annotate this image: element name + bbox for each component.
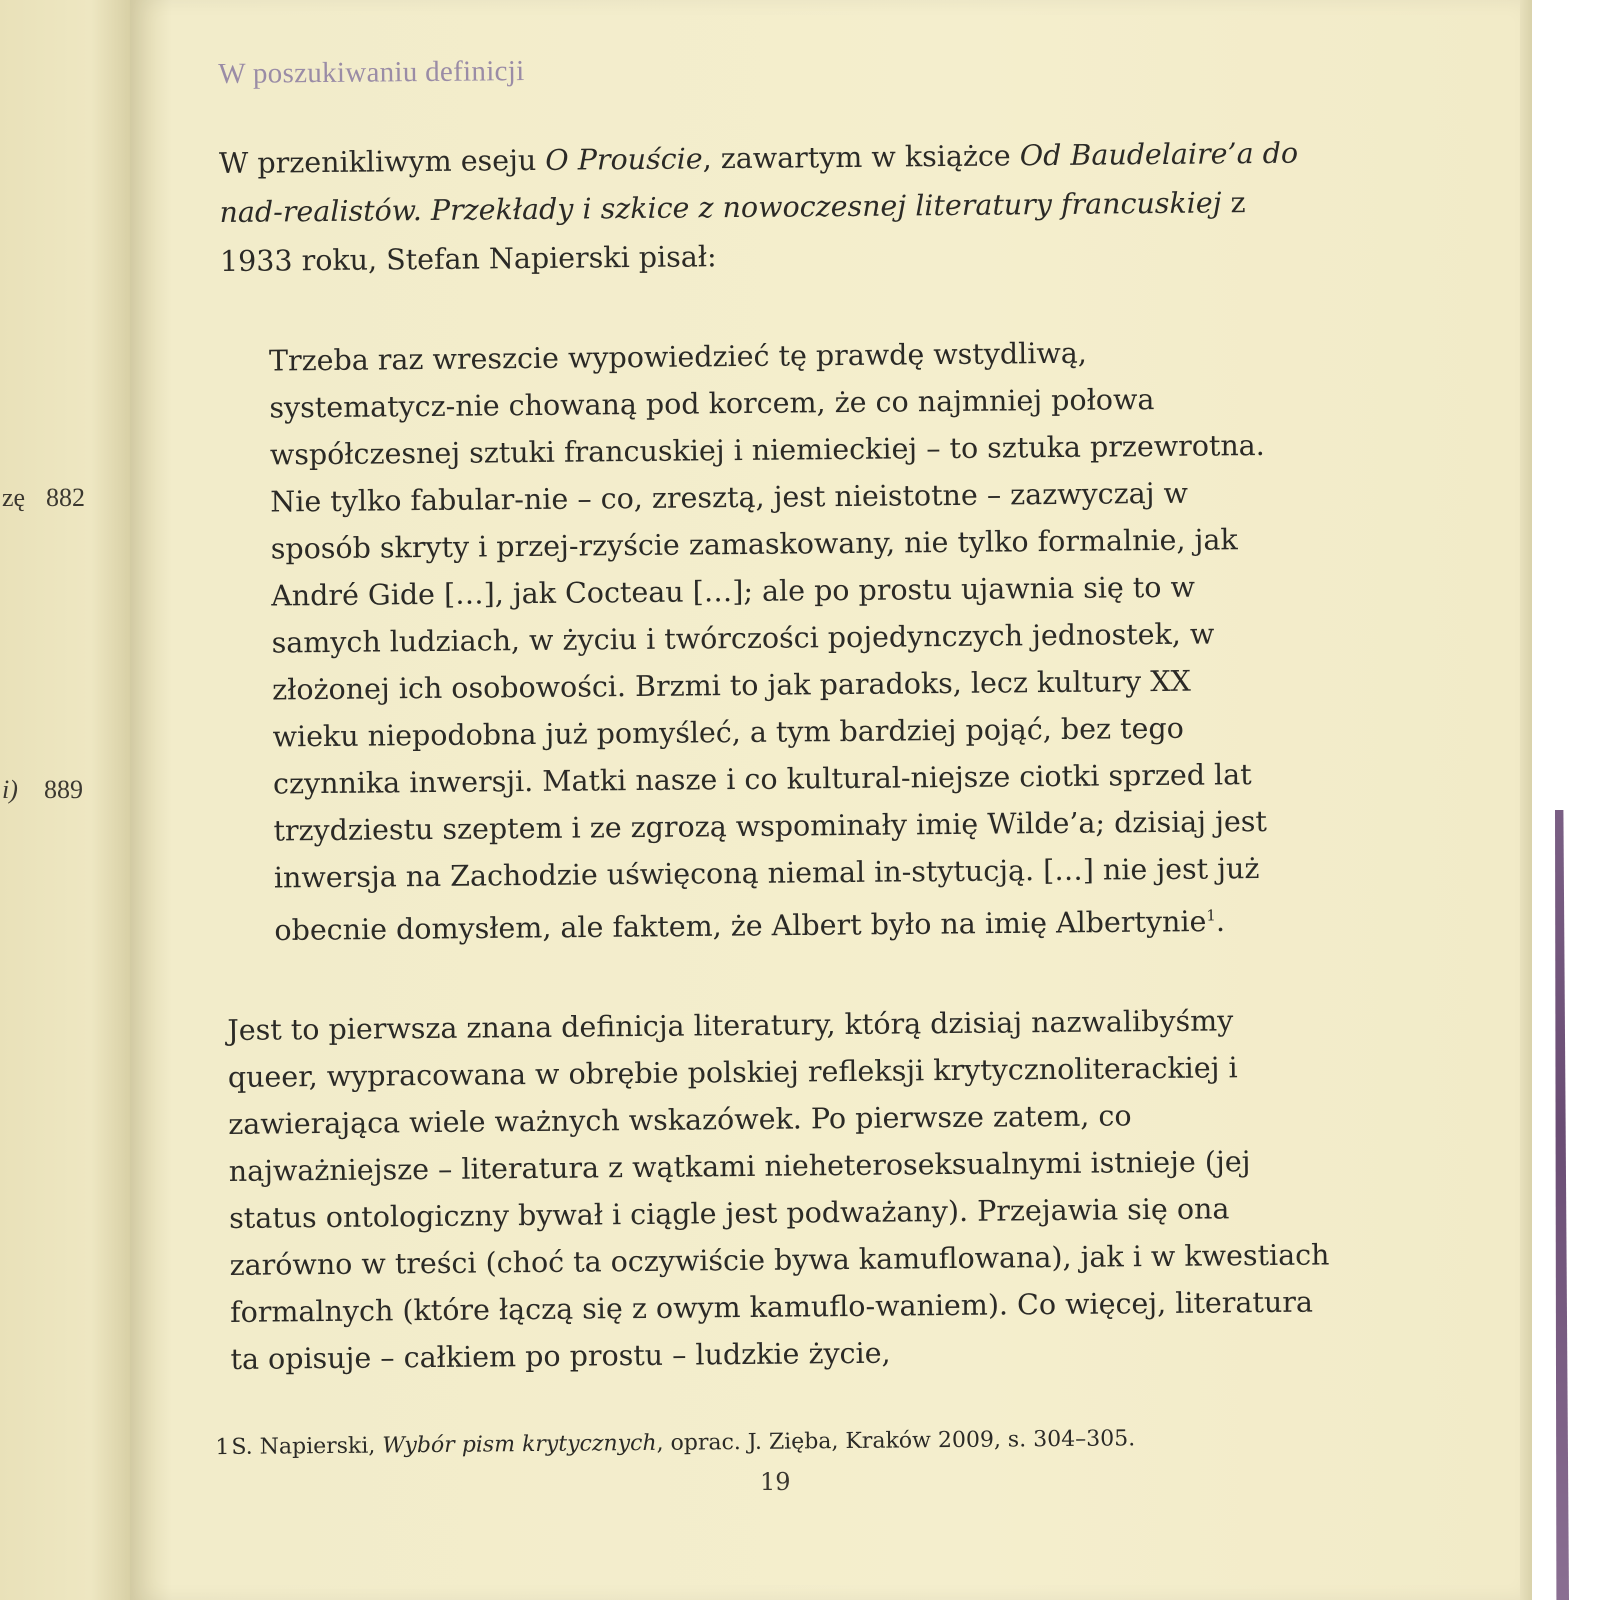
page-edge xyxy=(1520,0,1532,1600)
page-content xyxy=(215,39,1352,1462)
intro-text-3: z 1933 roku, Stefan Napierski pisał: xyxy=(219,186,1246,278)
book-title: Od Baudelaire’a do nad-realistów. Przekłady i szkice z nowoczesnej literatury francuskiej xyxy=(219,136,1299,229)
footnote-ref: 1 xyxy=(1206,906,1216,925)
left-page-number-b: 889 xyxy=(44,775,83,804)
footnote-text-1: S. Napierski, xyxy=(231,1432,383,1460)
body-paragraph: Jest to pierwsza znana definicja literatury, którą dzisiaj nazwalibyśmy queer, wypracowana w obrębie polskiej refleksji krytycznoliterackiej i zawierająca wiele ważnych wskazówek. Po pierwsze zatem, co najważniejsze – literatura z wątkami nieheteroseksualnymi istnieje (jej status ontologiczny bywał i ciągle jest podważany). Przejawia się ona zarówno w treści (choć ta oczywiście bywa kamuflowana), jak i w kwestiach formalnych (które łączą się z owym kamuflo-waniem). Co więcej, literatura ta opisuje – całkiem po prostu – ludzkie życie, xyxy=(227,1003,1330,1376)
essay-title: O Prouście xyxy=(545,142,703,177)
quote-end: . xyxy=(1215,904,1226,938)
footnote-text-2: , oprac. J. Zięba, Kraków 2009, s. 304–305. xyxy=(656,1425,1136,1456)
left-page-word-b: i) xyxy=(2,775,18,804)
quote-text: Trzeba raz wreszcie wypowiedzieć tę prawdę wstydliwą, systematycz-nie chowaną pod korcem, że co najmniej połowa współczesnej sztuki francuskiej i niemieckiej – to sztuka przewrotna. Nie tylko fabular-nie – co, zresztą, jest nieistotne – zazwyczaj w sposób skryty i przej-rzyście zamaskowany, nie tylko formalnie, jak André Gide […], jak Cocteau […]; ale po prostu ujawnia się to w samych ludziach, w życiu i twórczości pojedynczych jednostek, w złożonej ich osobowości. Brzmi to jak paradoks, lecz kultury XX wieku niepodobna już pomyśleć, a tym bardziej pojąć, bez tego czynnika inwersji. Matki nasze i co kultural-niejsze ciotki sprzed lat trzydziestu szeptem i ze zgrozą wspominały imię Wilde’a; dzisiaj jest inwersja na Zachodzie uświęconą niemal in-stytucją. […] nie jest już obecnie domysłem, ale faktem, że Albert było na imię Albertynie xyxy=(268,336,1268,947)
footnote-number: 1 xyxy=(215,1434,230,1460)
page-number: 19 xyxy=(760,1468,791,1496)
left-page-word-a: zę xyxy=(2,483,26,512)
intro-paragraph xyxy=(219,129,1300,286)
intro-text-1: W przenikliwym eseju xyxy=(218,143,546,180)
intro-text-2: , zawartym w książce xyxy=(702,139,1020,176)
block-quote xyxy=(269,328,1275,954)
footnote-book-title: Wybór pism krytycznych xyxy=(382,1430,657,1458)
left-page-edge xyxy=(0,0,130,1600)
running-head: W poszukiwaniu definicji xyxy=(218,55,525,90)
left-page-number-a: 882 xyxy=(46,483,85,512)
